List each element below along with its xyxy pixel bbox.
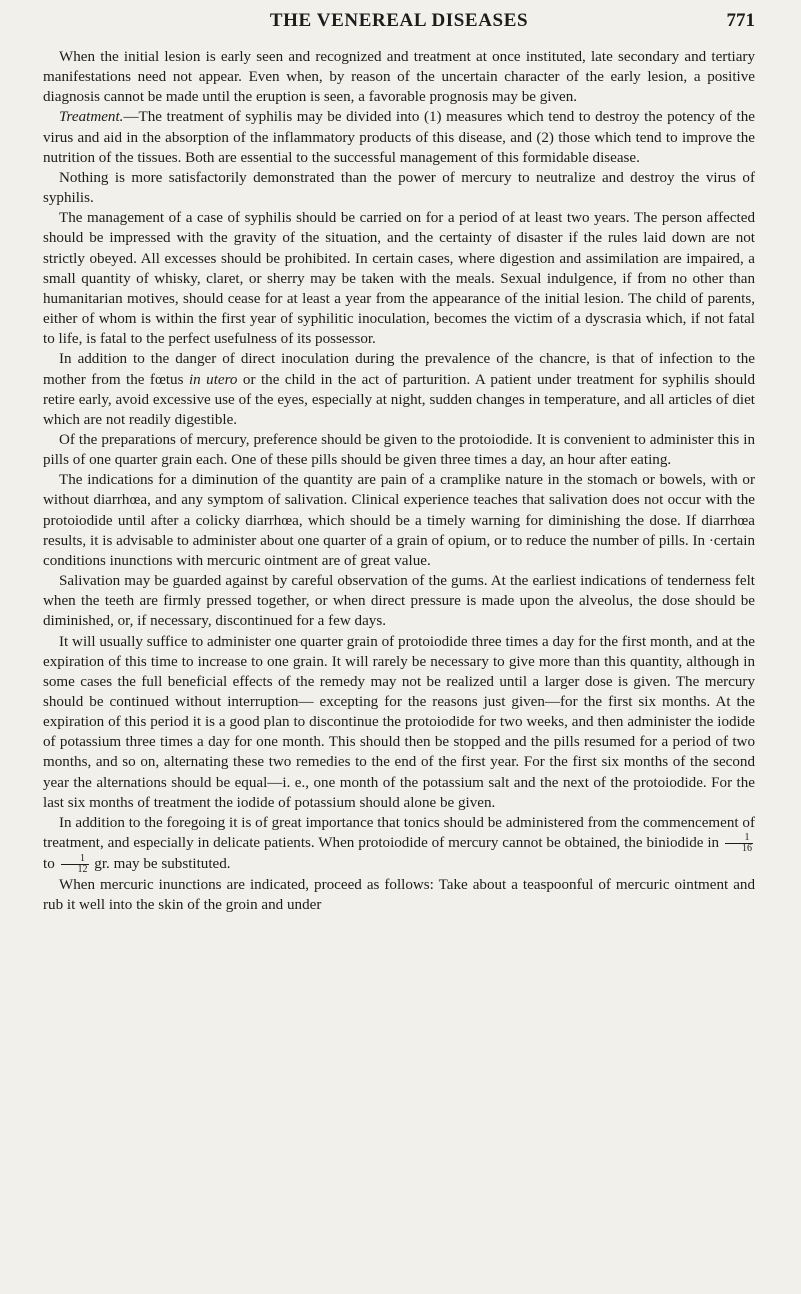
paragraph-treatment: Treatment.—The treatment of syphilis may be divided into (1) measures which tend to destroy the potency of the virus and aid in the absorption of the inflammatory products of this disease, and (2) those which tend to improve the nutrition of the tissues. Both are essential to the successful management of this formidable disease. — [43, 109, 755, 166]
paragraph-mercury-power: Nothing is more satisfactorily demonstrated than the power of mercury to neutralize and destroy the virus of syphilis. — [43, 169, 755, 207]
paragraph-salivation: Salivation may be guarded against by careful observation of the gums. At the earliest indications of tenderness felt when the teeth are firmly pressed together, or when direct pressure is made upon the alveolus, the dose should be diminished, or, if necessary, discontinued for a few days. — [43, 573, 755, 630]
treatment-heading: Treatment. — [59, 109, 124, 126]
body-text — [43, 47, 755, 915]
paragraph-prognosis: When the initial lesion is early seen and recognized and treatment at once instituted, late secondary and tertiary manifestations need not appear. Even when, by reason of the uncertain character of the early lesion, a positive diagnosis cannot be made until the eruption is seen, a favorable prognosis may be given. — [43, 49, 755, 106]
paragraph-inunctions: When mercuric inunctions are indicated, proceed as follows: Take about a teaspoonful of mercuric ointment and rub it well into the skin of the groin and under — [43, 877, 755, 914]
fraction-one-twelfth: $\frac{1}{12}$ — [61, 854, 89, 875]
page-header — [43, 4, 755, 36]
fraction-one-sixteenth: $\frac{1}{16}$ — [725, 833, 753, 854]
page-number: 771 — [726, 10, 755, 31]
paragraph-dosage: It will usually suffice to administer one quarter grain of protoiodide three times a day for the first month, and at the expiration of this time to increase to one grain. It will rarely be necessary to give more than this quantity, although in some cases the full beneficial effects of the remedy may not be realized until a larger dose is given. The mercury should be continued without interruption— excepting for the reasons just given—for the first six months. At the expiration of this period it is a good plan to discontinue the protoiodide for two weeks, and then administer the iodide of potassium three times a day for one month. This should then be stopped and the pills resumed for a period of two months, and so on, alternating these two remedies to the end of the first year. For the first six months of the second year the alternations should be equal—i. e., one month of the potassium salt and the next of the protoiodide. For the last six months of treatment the iodide of potassium should alone be given. — [43, 633, 755, 811]
running-title: THE VENEREAL DISEASES — [269, 10, 529, 31]
paragraph-indications: The indications for a diminution of the quantity are pain of a cramplike nature in the stomach or bowels, with or without diarrhœa, and any symptom of salivation. Clinical experience teaches that salivation does not occur with the protoiodide until after a colicky diarrhœa, which should be a timely warning for diminishing the dose. If diarrhœa results, it is advisable to administer about one quarter of a grain of opium, or to reduce the number of pills. In ·certain conditions inunctions with mercuric ointment are of great value. — [43, 472, 755, 569]
paragraph-management: The management of a case of syphilis should be carried on for a period of at least two years. The person affected should be impressed with the gravity of the situation, and the certainty of disaster if the rules laid down are not strictly obeyed. All excesses should be prohibited. In certain cases, where digestion and assimilation are impaired, a small quantity of whisky, claret, or sherry may be taken with the meals. Sexual indulgence, if from no other than humanitarian motives, should cease for at least a year from the appearance of the initial lesion. The child of parents, either of whom is within the first year of syphilitic inoculation, becomes the victim of a dyscrasia which, if not fatal to life, is fatal to the perfect usefulness of its possessor. — [43, 210, 755, 348]
in-utero-term: in utero — [188, 371, 238, 388]
paragraph-tonics: In addition to the foregoing it is of great importance that tonics should be administered from the commencement of treatment, and especially in delicate patients. When protoiodide of mercury cannot be obtained, the biniodide in $\frac{1}{16}$ to $\frac{1}{12}$ gr. may be substituted. — [43, 814, 755, 876]
paragraph-inoculation: In addition to the danger of direct inoculation during the prevalence of the chancre, is that of infection to the mother from the fœtus in utero or the child in the act of parturition. A patient under treatment for syphilis should retire early, avoid excessive use of the eyes, especially at night, sudden changes in temperature, and all articles of diet which are not readily digestible. — [43, 351, 755, 428]
paragraph-preparations: Of the preparations of mercury, preference should be given to the protoiodide. It is convenient to administer this in pills of one quarter grain each. One of these pills should be given three times a day, an hour after eating. — [43, 431, 755, 469]
